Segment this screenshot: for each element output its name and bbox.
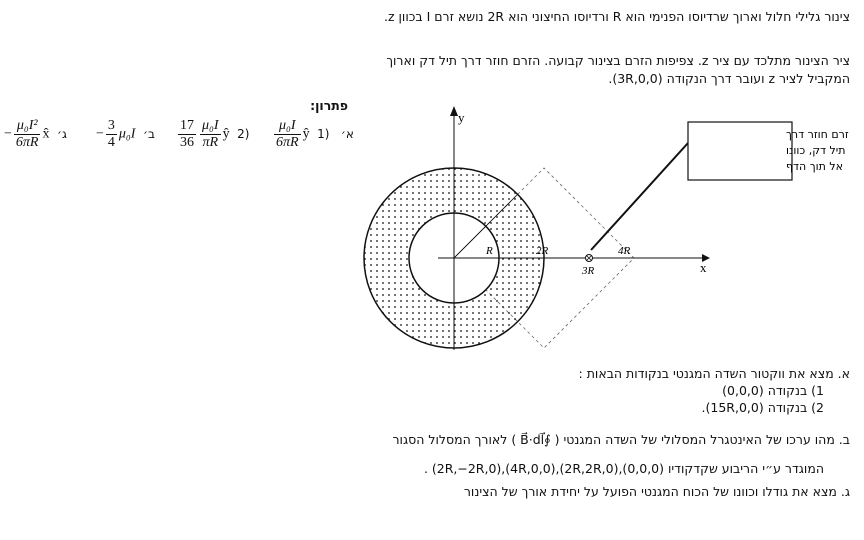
callout-text-2: תיל דק, כוונו — [786, 144, 846, 157]
question-a-sub1-text: 1) בנקודה (0,0,0) — [722, 383, 824, 398]
question-b-continued-text: המוגדר ע״י הריבוע שקדקודיו (0,0,0),(2R,2R,0),(4R,0,0),(2R,−2R,0) . — [423, 461, 824, 476]
label-4R: 4R — [618, 245, 631, 257]
y-axis-label: y — [458, 110, 465, 125]
question-a-sub1 — [722, 382, 824, 400]
answer-a1-unit-vector: ŷ — [302, 126, 310, 142]
answer-g — [4, 118, 71, 151]
label-2R: 2R — [536, 245, 549, 257]
answer-b-mu-i: μ₀I — [118, 126, 136, 142]
problem-statement-text1: צינור גלילי חלול וארוך שרדיוסו הפנימי הוא R ורדיוסו החיצוני הוא 2R נושא זרם I בכוון z. — [384, 9, 850, 24]
callout-text-1: זרם חוזר דרך — [786, 128, 849, 141]
answer-g-numerator: μ₀I² — [14, 118, 41, 135]
answer-g-unit-vector: x̂ — [42, 126, 50, 142]
answer-a2 — [176, 118, 253, 151]
cylinder-diagram — [350, 100, 849, 360]
problem-statement-line1 — [290, 8, 850, 26]
answer-g-fraction — [14, 118, 41, 151]
y-axis-arrow-icon — [450, 106, 458, 116]
answer-b-label: ב׳ — [142, 126, 155, 141]
label-R: R — [486, 245, 493, 257]
problem-statement-text3: המקביל לציר z ועובר דרך הנקודה (3R,0,0). — [608, 71, 850, 86]
answer-a1-numerator: μ₀I — [274, 118, 301, 135]
question-b-text: ב. מהו ערכו של האינטגרל המסלולי של השדה המגנטי ( ∮B⃗·dl⃗ ) לאורך המסלול הסגור — [392, 432, 850, 447]
answer-a2-coefficient — [178, 118, 196, 151]
x-axis-label: x — [700, 260, 707, 275]
answer-b-fraction — [106, 118, 117, 151]
callout-pointer-line — [591, 143, 688, 250]
question-g-text: ג. מצא את גודלו וכוונו של הכוח המגנטי הפועל על יחידת אורך של הצינור — [463, 484, 850, 499]
answer-a1-label: 1) — [317, 126, 330, 141]
answer-a2-coef-denominator: 36 — [180, 135, 194, 150]
label-3R: 3R — [582, 265, 595, 277]
callout-box — [688, 122, 792, 180]
answer-g-label: ג׳ — [56, 126, 67, 141]
answer-g-denominator: 6πR — [15, 135, 39, 150]
answer-a2-numerator: μ₀I — [202, 118, 219, 133]
question-b — [30, 431, 850, 449]
answer-g-minus: − — [4, 126, 12, 142]
answer-a1-fraction — [274, 118, 301, 151]
problem-statement-lines2-3 — [290, 52, 850, 88]
answer-a2-label: 2) — [237, 126, 250, 141]
question-g — [210, 483, 850, 501]
answer-b-numerator: 3 — [107, 118, 115, 133]
problem-statement-text2: ציר הצינור מתלכד עם ציר z. צפיפות הזרם בצינור קבועה. הזרם חוזר דרך תיל דק וארוך — [386, 53, 850, 68]
answer-b-minus: − — [96, 126, 104, 142]
answer-a2-fraction — [200, 118, 221, 151]
question-a-sub2-text: 2) בנקודה (15R,0,0). — [701, 400, 824, 415]
answer-b — [96, 118, 159, 151]
answer-b-denominator: 4 — [107, 135, 115, 150]
solution-answers — [4, 118, 354, 170]
answer-a1 — [272, 118, 358, 151]
callout-text-3: אל תוך הדף — [786, 160, 843, 173]
answer-a1-denominator: 6πR — [276, 135, 299, 150]
answer-a2-unit-vector: ŷ — [222, 126, 230, 142]
answer-a-label: א׳ — [340, 126, 354, 141]
answer-a2-coef-numerator: 17 — [180, 118, 194, 133]
question-a-text: א. מצא את ווקטור השדה המגנטי בנקודות הבאות : — [578, 366, 850, 381]
question-a-sub2 — [702, 399, 824, 417]
answer-a2-denominator: πR — [202, 135, 219, 150]
question-b-continued — [124, 460, 824, 478]
solution-title: פתרון: — [310, 98, 348, 113]
question-a — [210, 365, 850, 383]
